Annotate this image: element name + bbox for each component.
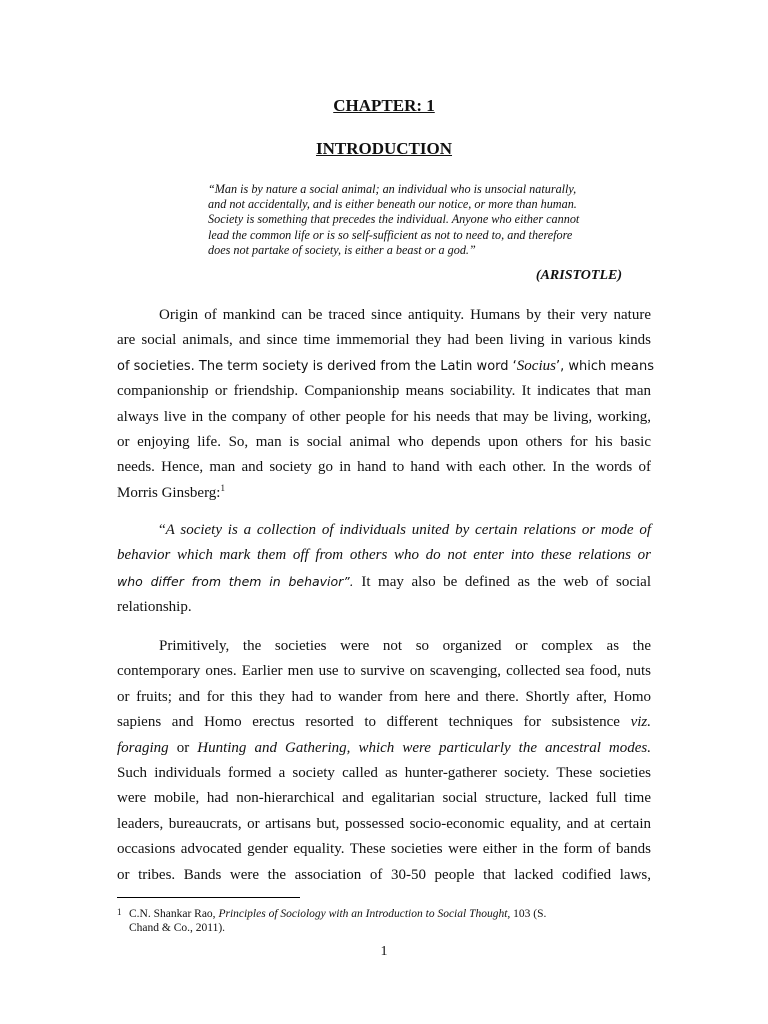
paragraph-text: ’, which means — [555, 358, 654, 374]
paragraph-text: sapiens and Homo erectus resorted to different techniques for subsistence — [117, 714, 631, 731]
footnote — [117, 907, 651, 935]
paragraph-line — [117, 736, 651, 761]
paragraph-primitive — [117, 634, 651, 888]
footnote-book-title: Principles of Sociology with an Introduction to Social Thought, — [218, 908, 511, 920]
epigraph-line: “Man is by nature a social animal; an individual who is unsocial naturally, — [208, 182, 577, 196]
quote-text: who differ from them in behavior”. — [117, 573, 354, 589]
paragraph-line — [117, 543, 651, 568]
paragraph-text: or — [168, 739, 198, 756]
chapter-heading: CHAPTER: 1 — [333, 96, 435, 115]
paragraph-text: of societies. The term society is derived from the Latin word ‘ — [117, 358, 517, 374]
footnote-line — [117, 907, 651, 921]
emphasis-text: foraging — [117, 739, 169, 756]
latin-term: Socius — [516, 357, 556, 374]
paragraph-line: relationship. — [117, 599, 192, 616]
paragraph-line: Primitively, the societies were not so organized or complex as the — [159, 638, 651, 654]
quote-text: A society is a collection of individuals united by certain relations or mode of — [165, 522, 651, 538]
paragraph-line: or tribes. Bands were the association of 30-50 people that lacked codified laws, — [117, 866, 651, 883]
paragraph-line: are social animals, and since time immemorial they had been living in various kinds — [117, 332, 651, 349]
footnote-page: 103 (S. — [510, 908, 547, 920]
paragraph-line: or enjoying life. So, man is social animal who depends upon others for his basic — [117, 434, 651, 451]
quote-text: behavior which mark them off from others who do not enter into these relations or — [117, 547, 651, 564]
paragraph-line: contemporary ones. Earlier men use to survive on scavenging, collected sea food, nuts — [117, 663, 651, 680]
paragraph-line: leaders, bureaucrats, or artisans but, possessed socio-economic equality, and at certain — [117, 815, 651, 832]
footnote-line: Chand & Co., 2011). — [129, 922, 226, 934]
paragraph-line — [117, 518, 651, 543]
footnote-reference[interactable]: 1 — [220, 482, 225, 493]
epigraph-author: (ARISTOTLE) — [535, 268, 622, 283]
paragraph-line — [117, 354, 654, 379]
paragraph-text: It may also be defined as the web of social — [353, 573, 651, 590]
paragraph-line: Such individuals formed a society called as hunter-gatherer society. These societies — [117, 765, 651, 782]
footnote-divider — [117, 897, 300, 898]
emphasis-text: viz. — [630, 714, 651, 731]
paragraph-line — [117, 481, 651, 506]
epigraph-quote — [208, 182, 608, 258]
paragraph-line: needs. Hence, man and society go in hand to hand with each other. In the words of — [117, 459, 651, 476]
paragraph-line: were mobile, had non-hierarchical and egalitarian social structure, lacked full time — [117, 790, 651, 807]
paragraph-line: occasions advocated gender equality. These societies were either in the form of bands — [117, 841, 651, 858]
epigraph-line: does not partake of society, is either a beast or a god.” — [208, 242, 476, 257]
paragraph-line: always live in the company of other people for his needs that may be living, working, — [117, 408, 651, 425]
paragraph-line — [117, 569, 651, 595]
paragraph-origin — [117, 303, 654, 506]
footnote-author: C.N. Shankar Rao, — [129, 908, 219, 920]
paragraph-line: or fruits; and for this they had to wander from here and there. Shortly after, Homo — [117, 688, 651, 705]
page-number: 1 — [380, 944, 388, 959]
footnote-number: 1 — [117, 907, 122, 917]
epigraph-line: and not accidentally, and is either beneath our notice, or more than human. — [208, 197, 577, 212]
open-quote: “ — [159, 522, 166, 538]
epigraph-line: lead the common life or is so self-sufficient as not to need to, and therefore — [208, 227, 573, 242]
section-title: INTRODUCTION — [315, 139, 453, 158]
emphasis-text: Hunting and Gathering, which were particularly the ancestral modes. — [197, 739, 651, 756]
paragraph-line: companionship or friendship. Companionship means sociability. It indicates that man — [117, 383, 651, 400]
paragraph-line: Origin of mankind can be traced since antiquity. Humans by their very nature — [159, 307, 651, 323]
epigraph-line: Society is something that precedes the individual. Anyone who either cannot — [208, 212, 580, 227]
paragraph-text: Morris Ginsberg: — [117, 484, 221, 501]
paragraph-definition — [117, 518, 651, 621]
paragraph-line — [117, 710, 651, 735]
